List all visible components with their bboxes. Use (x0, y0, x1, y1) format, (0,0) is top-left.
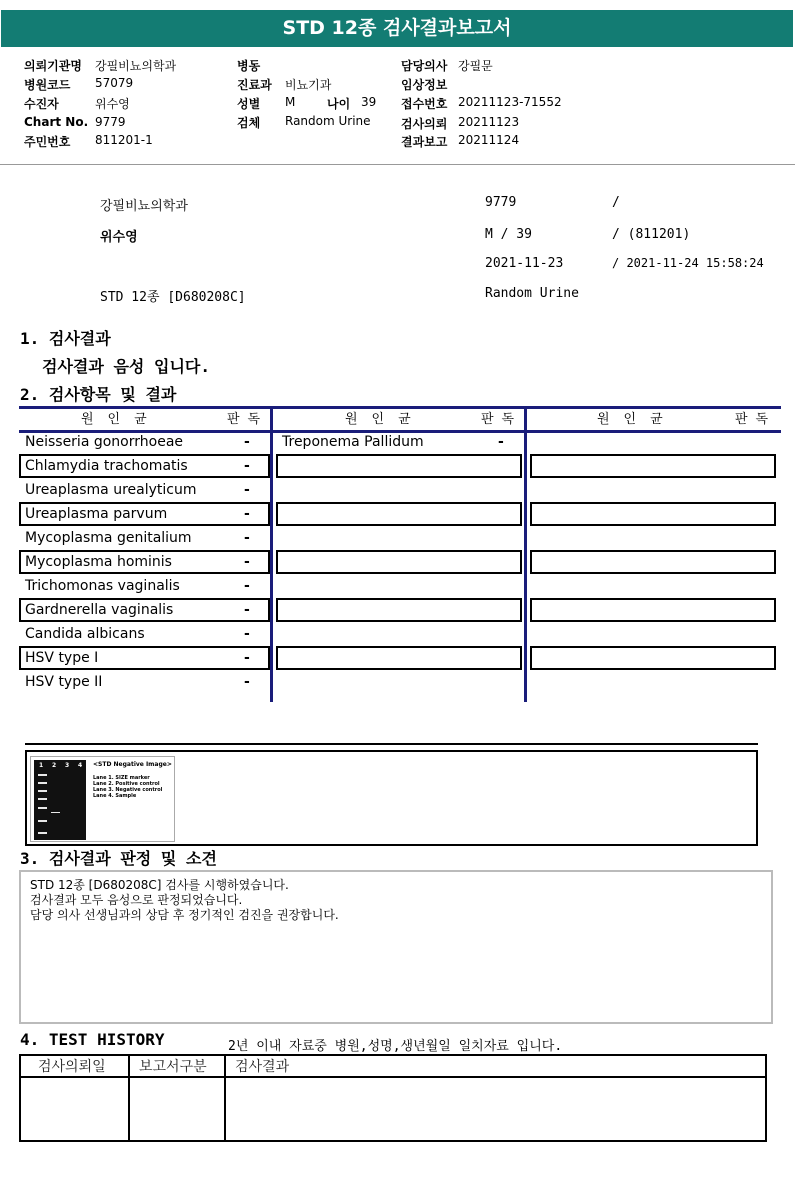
specimen-value: Random Urine (285, 114, 371, 128)
table-row (19, 670, 270, 694)
gel-legend-item: Lane 2. Positive control (93, 781, 160, 787)
lane-number: 1 (39, 762, 44, 769)
section1-title: 1. 검사결과 (20, 329, 111, 348)
empty-cell (530, 598, 776, 622)
chart-no-label: Chart No. (24, 115, 89, 129)
col3-header (527, 409, 781, 430)
result-value: - (244, 578, 250, 594)
empty-cell (530, 646, 776, 670)
section4-title: 4. TEST HISTORY (20, 1030, 165, 1049)
section3-title: 3. 검사결과 판정 및 소견 (20, 849, 217, 868)
table-row (19, 646, 270, 670)
report-title: STD 12종 검사결과보고서 (1, 10, 793, 47)
patient-date-reported: / 2021-11-24 15:58:24 (612, 256, 764, 270)
opinion-box (19, 870, 773, 1024)
pathogen-name: Mycoplasma genitalium (25, 530, 192, 546)
hospital-code-value: 57079 (95, 76, 134, 90)
marker-band (38, 774, 47, 776)
pathogen-name: HSV type I (25, 650, 99, 666)
report-date-value: 20211124 (458, 133, 520, 147)
report-date-label: 결과보고 (401, 135, 448, 149)
doctor-label: 담당의사 (401, 59, 448, 73)
chart-no-value: 9779 (95, 115, 126, 129)
pathogen-name: Trichomonas vaginalis (25, 578, 180, 594)
examinee-value: 위수영 (95, 97, 130, 111)
examinee-label: 수진자 (24, 97, 59, 111)
gel-legend-item: Lane 4. Sample (93, 793, 137, 799)
section2-title: 2. 검사항목 및 결과 (20, 385, 177, 404)
patient-birth: / (811201) (612, 227, 691, 242)
patient-clinic: 강필비뇨의학과 (100, 199, 188, 214)
result-header: 판독 (227, 412, 269, 427)
hospital-code-label: 병원코드 (24, 78, 71, 92)
patient-specimen: Random Urine (485, 286, 579, 301)
result-value: - (244, 650, 250, 666)
gel-electrophoresis-image (34, 760, 86, 840)
result-summary: 검사결과 음성 입니다. (42, 357, 211, 376)
history-header-row (21, 1056, 765, 1078)
lane-number: 4 (78, 762, 83, 769)
pathogen-name: Ureaplasma parvum (25, 506, 168, 522)
patient-sex-age: M / 39 (485, 227, 532, 242)
gel-legend-title: <STD Negative Image> (93, 761, 172, 768)
table-row (19, 598, 270, 622)
department-value: 비뇨기과 (285, 78, 332, 92)
pathogen-header: 원인균 (345, 412, 425, 427)
patient-chart: 9779 (485, 195, 517, 210)
request-date-value: 20211123 (458, 115, 520, 129)
marker-band (38, 782, 47, 784)
gel-image-panel (25, 750, 758, 846)
opinion-line: STD 12종 [D680208C] 검사를 시행하였습니다. (30, 878, 289, 892)
pathogen-header: 원인균 (597, 412, 677, 427)
table-row (276, 430, 521, 454)
sex-label: 성별 (237, 97, 261, 111)
result-value: - (244, 530, 250, 546)
pathogen-name: Chlamydia trachomatis (25, 458, 188, 474)
lane-number: 2 (52, 762, 57, 769)
pathogen-name: Treponema Pallidum (282, 434, 424, 450)
header-info (0, 47, 795, 165)
empty-cell (276, 598, 522, 622)
marker-band (38, 832, 47, 834)
age-value: 39 (361, 95, 377, 109)
empty-cell (276, 646, 522, 670)
age-label: 나이 (327, 97, 351, 111)
receipt-no-label: 접수번호 (401, 97, 448, 111)
col2-header (273, 409, 524, 430)
table-row (19, 526, 270, 550)
marker-band (38, 807, 47, 809)
gel-legend-item: Lane 3. Negative control (93, 787, 163, 793)
gel-legend (93, 762, 175, 799)
request-date-label: 검사의뢰 (401, 117, 448, 131)
ward-label: 병동 (237, 59, 261, 73)
table-row (19, 622, 270, 646)
result-value: - (244, 482, 250, 498)
result-value: - (244, 602, 250, 618)
marker-band (38, 820, 47, 822)
gel-image-card (30, 756, 175, 842)
table-row (19, 502, 270, 526)
pathogen-name: Mycoplasma hominis (25, 554, 172, 570)
patient-test: STD 12종 [D680208C] (100, 290, 246, 305)
result-value: - (244, 554, 250, 570)
result-value: - (244, 506, 250, 522)
result-value: - (498, 434, 504, 450)
result-value: - (244, 626, 250, 642)
pathogen-header: 원인균 (81, 412, 161, 427)
clinical-info-label: 임상정보 (401, 78, 448, 92)
marker-band (38, 790, 47, 792)
pathogen-name: HSV type II (25, 674, 103, 690)
table-col-divider (270, 406, 273, 702)
history-col-divider (128, 1056, 130, 1140)
pathogen-name: Candida albicans (25, 626, 145, 642)
empty-cell (276, 454, 522, 478)
patient-name: 위수영 (100, 230, 138, 245)
institution-label: 의뢰기관명 (24, 59, 82, 73)
result-header: 판독 (735, 412, 777, 427)
result-value: - (244, 674, 250, 690)
history-header-cell: 검사결과 (235, 1059, 290, 1075)
resident-no-label: 주민번호 (24, 135, 71, 149)
opinion-line: 담당 의사 선생님과의 상담 후 정기적인 검진을 권장합니다. (30, 908, 339, 922)
empty-cell (530, 550, 776, 574)
pathogen-name: Neisseria gonorrhoeae (25, 434, 184, 450)
result-header: 판독 (481, 412, 523, 427)
specimen-label: 검체 (237, 116, 261, 130)
results-table (19, 406, 781, 702)
empty-cell (276, 502, 522, 526)
history-note: 2년 이내 자료중 병원,성명,생년월일 일치자료 입니다. (228, 1039, 563, 1054)
doctor-value: 강필문 (458, 59, 493, 73)
marker-band (38, 798, 47, 800)
patient-date-received: 2021-11-23 (485, 256, 564, 271)
table-row (19, 574, 270, 598)
institution-value: 강필비뇨의학과 (95, 59, 177, 73)
result-value: - (244, 434, 250, 450)
sex-value: M (285, 95, 296, 109)
history-header-cell: 검사의뢰일 (38, 1059, 106, 1075)
pathogen-name: Gardnerella vaginalis (25, 602, 174, 618)
table-row (19, 430, 270, 454)
resident-no-value: 811201-1 (95, 133, 153, 147)
result-value: - (244, 458, 250, 474)
image-top-rule (25, 743, 758, 745)
gel-legend-item: Lane 1. SIZE marker (93, 775, 150, 781)
empty-cell (276, 550, 522, 574)
table-col-divider (524, 406, 527, 702)
table-row (19, 478, 270, 502)
history-table (19, 1054, 767, 1142)
opinion-line: 검사결과 모두 음성으로 판정되었습니다. (30, 893, 243, 907)
empty-cell (530, 454, 776, 478)
receipt-no-value: 20211123-71552 (458, 95, 562, 109)
col1-header (19, 409, 270, 430)
history-col-divider (224, 1056, 226, 1140)
patient-slash: / (612, 195, 620, 210)
department-label: 진료과 (237, 78, 272, 92)
table-row (19, 550, 270, 574)
positive-band (51, 812, 60, 813)
empty-cell (530, 502, 776, 526)
history-header-cell: 보고서구분 (139, 1059, 207, 1075)
pathogen-name: Ureaplasma urealyticum (25, 482, 197, 498)
lane-number: 3 (65, 762, 70, 769)
table-row (19, 454, 270, 478)
